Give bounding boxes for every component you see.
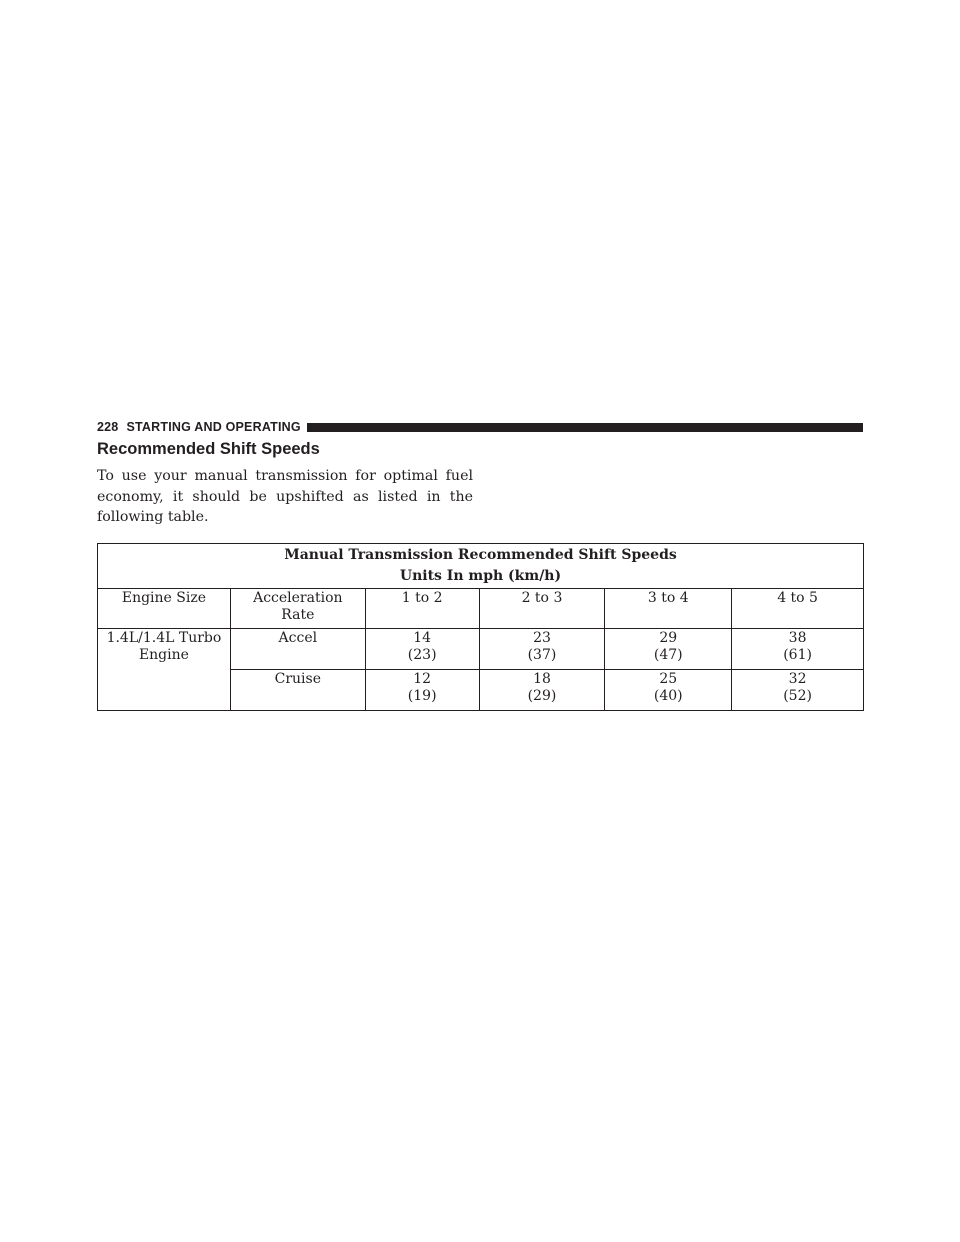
- col-gear-2-3: 2 to 3: [479, 589, 605, 629]
- table-header-row: [98, 589, 864, 629]
- engine-line1: 1.4L/1.4L Turbo: [106, 630, 222, 646]
- speed-kmh: (61): [783, 647, 812, 663]
- page-heading: Recommended Shift Speeds: [97, 440, 320, 458]
- table-row: [98, 629, 864, 670]
- speed-mph: 14: [413, 630, 432, 646]
- table-title-cell: [98, 544, 864, 589]
- speed-mph: 18: [533, 671, 551, 687]
- speed-kmh: (19): [407, 688, 437, 704]
- speed-mph: 12: [413, 671, 432, 687]
- page-number: 228: [97, 420, 119, 434]
- engine-cell: [98, 629, 231, 711]
- col-engine-size: Engine Size: [98, 589, 231, 629]
- speed-mph: 29: [659, 630, 678, 646]
- speed-cell: [732, 629, 864, 670]
- col-gear-4-5: 4 to 5: [732, 589, 864, 629]
- intro-paragraph: To use your manual transmission for optimal fuel economy, it should be upshifted as listed in the following table.: [97, 468, 473, 525]
- col-gear-3-4: 3 to 4: [605, 589, 732, 629]
- speed-kmh: (47): [653, 647, 683, 663]
- rate-cell: Cruise: [230, 670, 365, 711]
- speed-cell: [605, 629, 732, 670]
- speed-cell: [479, 629, 605, 670]
- speed-cell: [732, 670, 864, 711]
- col-acceleration-rate: [230, 589, 365, 629]
- speed-kmh: (37): [527, 647, 557, 663]
- col-gear-1-2: 1 to 2: [365, 589, 479, 629]
- engine-line2: Engine: [138, 647, 189, 663]
- speed-kmh: (40): [653, 688, 683, 704]
- col-accel-line1: Acceleration: [253, 590, 343, 606]
- speed-kmh: (23): [407, 647, 437, 663]
- shift-speeds-table: [97, 543, 864, 711]
- speed-kmh: (29): [527, 688, 557, 704]
- speed-mph: 38: [788, 630, 807, 646]
- speed-cell: [605, 670, 732, 711]
- table-title: Manual Transmission Recommended Shift Speeds: [284, 547, 677, 563]
- speed-cell: [479, 670, 605, 711]
- table-units: Units In mph (km/h): [399, 568, 562, 584]
- speed-cell: [365, 629, 479, 670]
- speed-mph: 32: [788, 671, 807, 687]
- speed-cell: [365, 670, 479, 711]
- section-title: STARTING AND OPERATING: [126, 420, 301, 434]
- table-title-row: [98, 544, 864, 589]
- page-header: [97, 418, 863, 436]
- header-rule: [307, 423, 863, 432]
- speed-kmh: (52): [783, 688, 812, 704]
- speed-mph: 23: [533, 630, 551, 646]
- rate-cell: Accel: [230, 629, 365, 670]
- speed-mph: 25: [659, 671, 678, 687]
- col-accel-line2: Rate: [281, 607, 315, 623]
